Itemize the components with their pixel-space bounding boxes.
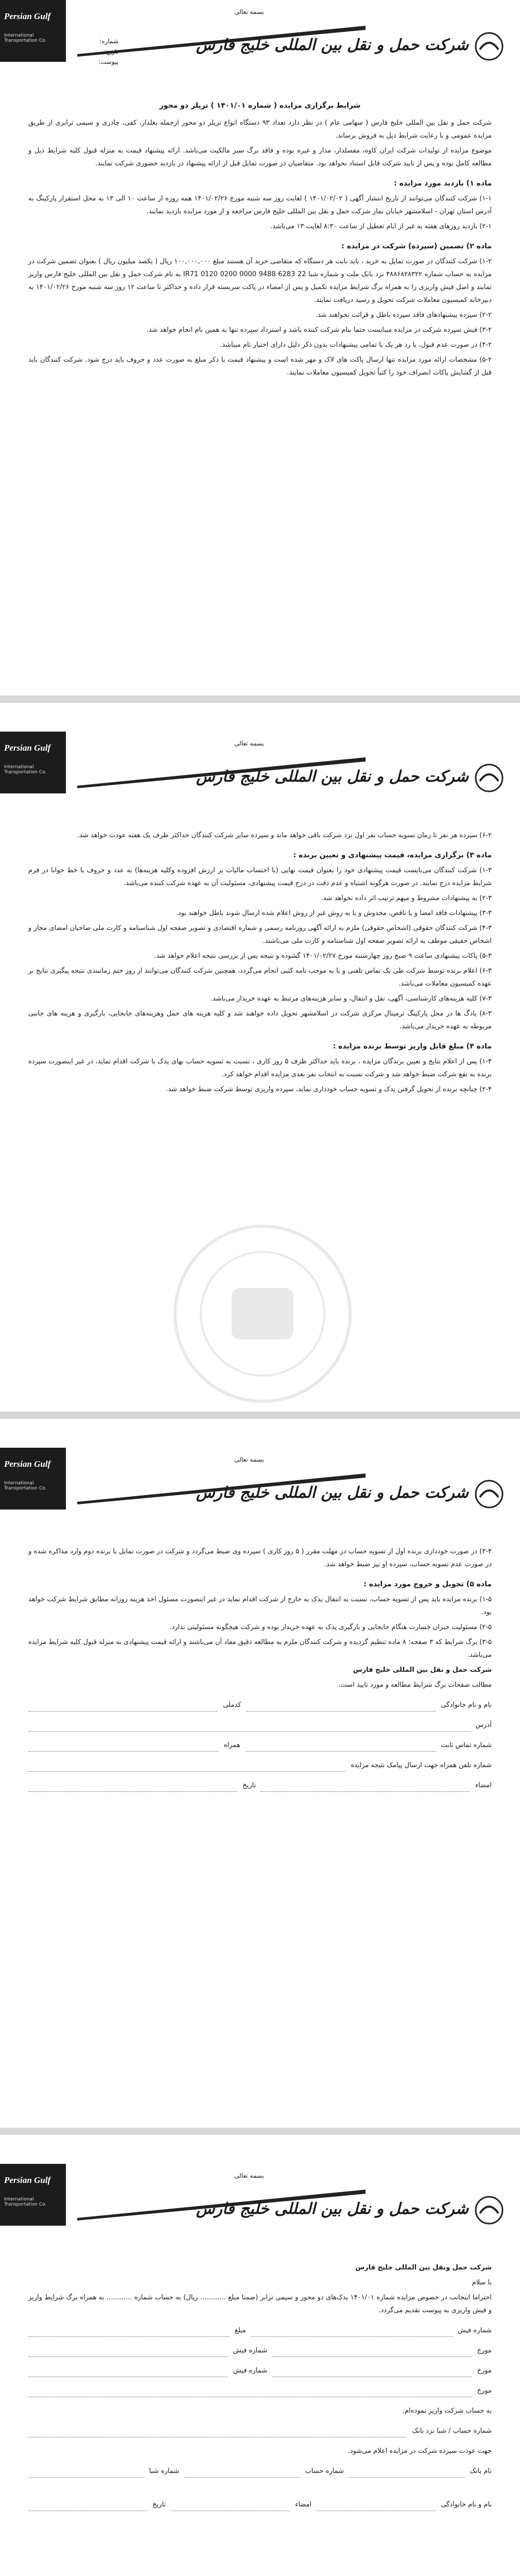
clause: ۱-۴) پس از اعلام نتایج و تعیین برندگان مزایده ، برنده باید حداکثر ظرف ۵ روز کاری ، نسبت به تسویه حساب بهای یدک با شرکت اقدام نماید، در غیر اینصورت سپرده برنده به نفع شرکت ضبط خواهد شد و شرکت نسبت به انتخاب نفر بعدی مزایده اقدام خواهد کرد. <box>28 1058 492 1078</box>
page-3-body <box>28 1543 492 1799</box>
page-header <box>0 2164 520 2254</box>
bismillah: بسمه تعالی <box>234 8 264 15</box>
field-label: همراه <box>223 1741 240 1749</box>
company-emblem-icon <box>474 1479 505 1510</box>
logo <box>0 1448 66 1510</box>
clause: ۳-۴) در صورت خودداری برنده اول از تسویه حساب در مهلت مقرر ( ۵ روز کاری ) سپرده وی ضبط می‌گردد و شرکت در صورت تمایل با برنده دوم وارد مذاکره شده و در صورت عدم تسویه حساب، سپرده او نیز ضبط خواهد شد. <box>28 1548 492 1568</box>
logo-subtitle: International Transportation Co. <box>4 1481 47 1491</box>
field-label: شماره تلفن همراه جهت ارسال پیامک نتیجه مزایده <box>351 1761 492 1769</box>
page-separator <box>0 2128 520 2135</box>
clause: ۳-۲) فیش سپرده شرکت در مزایده میبایست حتما بنام شرکت کننده باشد و استرداد سپرده تنها به همین نام انجام خواهد شد. <box>146 326 492 334</box>
clause: ۲-۳) به پیشنهادات مشروط و مبهم ترتیب اثر داده نخواهد شد. <box>321 894 492 902</box>
document-page-1 <box>0 0 520 696</box>
page-4-body <box>28 2259 492 2518</box>
page-separator <box>0 1412 520 1419</box>
company-emblem-icon <box>474 2195 505 2226</box>
logo-text: Persian Gulf <box>4 743 51 753</box>
field-label: نام و نام خانوادگی <box>441 2501 492 2509</box>
signature-field[interactable] <box>28 2498 492 2511</box>
watermark-logo-icon <box>170 1221 355 1406</box>
clause: ۷-۳) کلیه هزینه‌های کارشناسی، آگهی، نقل و انتقال، و سایر هزینه‌های مرتبط به عهده خریدار می‌باشد. <box>210 995 492 1003</box>
logo-subtitle: International Transportation Co. <box>4 765 47 775</box>
clause: ۳-۳) پیشنهادات فاقد امضا و یا ناقص، مخدوش و یا به روش غیر از روش اعلام شده ارسال شوند باطل خواهند بود. <box>176 909 492 917</box>
document-page-3 <box>0 1448 520 2128</box>
logo-subtitle: International Transportation Co. <box>4 2197 47 2207</box>
page-separator <box>0 696 520 703</box>
meta-number: شماره: <box>99 38 118 45</box>
section-heading: ماده ۴) مبلغ قابل واریز توسط برنده مزایده : <box>333 1042 492 1050</box>
clause: ۴-۲) در صورت عدم قبول، یا رد هر یک یا تمامی پیشنهادات بدون ذکر دلیل دارای اختیار تام میباشد. <box>219 341 492 349</box>
acknowledgement: مطالب صفحات برگ شرایط مطالعه و مورد تایید است. <box>338 1681 492 1689</box>
field-label: مورخ <box>477 2347 492 2354</box>
clause: ۵-۲) مشخصات ارائه مورد مزایده تنها ارسال پاکت های لاک و مهر شده است و پیشنهاد قیمت با ذکر مبلغ به صورت عدد و حروف باید درج شود. شرکت کنندگان باید قبل از گشایش پاکات انصراف خود را کتباً تحویل کمیسیون معاملات نمایند. <box>28 356 492 377</box>
field-label: مبلغ <box>234 2327 246 2334</box>
meta-attachment: پیوست: <box>98 58 118 65</box>
bank-field[interactable] <box>28 2465 492 2478</box>
clause: ۵-۳) پاکات پیشنهادی ساعت ۹ صبح روز چهارشنبه مورخ ۱۴۰۱/۰۲/۲۷ گشوده و نتیجه پس از بررسی نتیجه اعلام خواهد شد. <box>154 952 492 960</box>
field-label: شماره فیش <box>233 2347 267 2354</box>
clause: ۱-۵) برنده مزایده باید پس از تسویه حساب، نسبت به انتقال یدک به خارج از شرکت اقدام نماید در غیر اینصورت مسئول اخذ هزینه روزانه مطابق شرایط شرکت خواهد بود. <box>28 1596 492 1616</box>
logo <box>0 0 66 62</box>
bismillah: بسمه تعالی <box>234 1456 264 1463</box>
company-emblem-icon <box>474 31 505 62</box>
signature-field[interactable] <box>28 1779 492 1792</box>
field-label: امضاء <box>295 2501 312 2509</box>
field-label: مورخ <box>477 2367 492 2375</box>
bismillah: بسمه تعالی <box>234 2172 264 2179</box>
clause: ۶-۲) سپرده هر نفر تا زمان تسویه حساب نفر اول نزد شرکت باقی خواهد ماند و سپرده سایر شرکت کنندگان حداکثر ظرف یک هفته عودت خواهد شد. <box>77 832 492 839</box>
logo-text: Persian Gulf <box>4 11 51 21</box>
receipt-field[interactable] <box>28 2344 492 2357</box>
clause: ۱-۳) شرکت کنندگان می‌بایست قیمت پیشنهادی خود را بعنوان قیمت نهایی (با احتساب مالیات بر ارزش افزوده وکلیه هزینه‌ها) به عدد و حروف با خط خوانا در فرم شرایط مزایده درج نمایند. در صورت هرگونه اشتباه و عدم دقت در درج قیمت پیشنهادی، مسئولیت آن به عهده شرکت کننده می‌باشد. <box>28 867 492 887</box>
logo-text: Persian Gulf <box>4 1459 51 1469</box>
field-label: شماره حساب <box>305 2467 344 2475</box>
field-label: امضاء <box>475 1782 492 1789</box>
receipt-field[interactable] <box>28 2324 492 2337</box>
field-label: شماره تماس ثابت <box>441 1741 492 1749</box>
letter-meta <box>77 36 118 67</box>
intro-paragraph-2: موضوع مزایده از تولیدات شرکت ایران کاوه، مفصلدار، مدار و غیره بوده و فاقد برگ سبز مالکیت می‌باشد. ارائه پیشنهاد قیمت به منزله قبول کلیه شرایط ذیل و مطالعه کامل بوده و پس از تایید شرکت قابل استناد نخواهد بود. متقاضیان در صورت تمایل قبل از ارائه پیشنهاد در بازدید حضوری شرکت نمایند. <box>28 147 492 167</box>
section-heading: ماده ۳) برگزاری مزایده، قیمت پیشنهادی و تعیین برنده : <box>293 851 492 859</box>
page-header <box>0 732 520 822</box>
company-name: شرکت حمل و نقل بین المللی خلیج فارس <box>196 2200 469 2218</box>
company-name: شرکت حمل و نقل بین المللی خلیج فارس <box>196 36 469 54</box>
signature-company: شرکت حمل و نقل بین المللی خلیج فارس <box>353 1666 492 1674</box>
field-label: شماره فیش <box>233 2367 267 2375</box>
section-heading: ماده ۲) تضمین (سپرده) شرکت در مزایده : <box>341 242 492 250</box>
clause: ۴-۳) شرکت کنندگان حقوقی (اشخاص حقوقی) ملزم به ارائه آگهی روزنامه رسمی و شماره اقتصادی و تصویر صفحه اول شناسنامه و کارت ملی صاحبان امضای مجاز و اشخاص حقیقی موظف به ارائه تصویر صفحه اول شناسنامه و کارت ملی می‌باشند. <box>28 924 492 945</box>
section-heading: ماده ۱) بازدید مورد مزایده : <box>394 179 492 188</box>
clause: ۸-۳) یادگ ها در محل پارکینگ ترمینال مرکزی شرکت در اسلامشهر تحویل داده خواهند شد و کلیه هزینه های حمل وهزینه‌های جابجایی، بارگیری و هزینه های جانبی مربوطه به عهده خریدار می‌باشد. <box>28 1010 492 1030</box>
field-label: آدرس <box>475 1721 492 1729</box>
field-label: نام و نام خانوادگی <box>441 1701 492 1709</box>
page-header <box>0 0 520 90</box>
intro-paragraph: شرکت حمل و نقل بین المللی خلیج فارس ( سهامی عام ) در نظر دارد تعداد ۹۳ دستگاه انواع تریلر دو محور ازجمله بغلدار، کفی، چادری و سیمی ترابری از طریق مزایده عمومی و با رعایت شرایط ذیل به فروش برساند. <box>28 119 492 140</box>
address-field[interactable] <box>28 1719 492 1732</box>
clause: ۲-۵) مسئولیت جبران خسارت هنگام جابجایی و بارگیری یدک به عهده خریدار بوده و شرکت هیچگونه مسئولیتی ندارد. <box>169 1623 492 1631</box>
letter-greeting: با سلام <box>472 2279 492 2286</box>
field-label: شماره فیش <box>457 2327 492 2334</box>
letter-recipient: شرکت حمل ونقل بین المللی خلیج فارس <box>355 2264 492 2272</box>
company-name: شرکت حمل و نقل بین المللی خلیج فارس <box>196 1484 469 1502</box>
clause: ۱-۱) شرکت کنندگان می‌توانند از تاریخ انتشار آگهی ( ۱۴۰۱/۰۲/۰۲ ) لغایت روز سه شنبه مورخ ۱۴۰۱/۰۲/۲۶ همه روزه از ساعت ۱۰ الی ۱۳ به محل استقرار پارکینگ به آدرس استان تهران - اسلامشهر خیابان نماز شرکت حمل و نقل بین المللی خلیج فارس مراجعه و از مورد مزایده بازدید نمایند. <box>28 195 492 215</box>
account-field[interactable] <box>28 2425 492 2437</box>
clause: ۶-۳) اعلام برنده توسط شرکت طی یک تماس تلفنی و یا به موجب نامه کتبی انجام می‌گردد، همچنین شرکت کنندگان می‌توانند از روز ختم زمانبندی نتیجه پیگیری نتایج بر عهده کمیسیون معاملات می‌باشد. <box>28 967 492 988</box>
name-field[interactable] <box>28 1699 492 1711</box>
meta-date: تاریخ: <box>104 48 118 55</box>
field-label: تاریخ <box>242 1782 256 1789</box>
letter-body: احتراما اینجانب در خصوص مزایده شماره ۱۴۰۱/۰۱ یدک‌های دو محور و سیمی ترابر (ضمنا مبلغ ............ ریال) به حساب شماره ............ به همراه برگ شرایط واریز و فیش واریزی به پیوست تقدیم می‌گردد. <box>28 2294 492 2314</box>
document-title: شرایط برگزاری مزایده ( شماره ۱۴۰۱/۰۱ ) تریلر دو محور <box>159 101 361 110</box>
field-label: نام بانک <box>470 2467 492 2475</box>
logo <box>0 732 66 793</box>
clause: ۱-۲) شرکت کنندگان در صورت تمایل به خرید ، باید بابت هر دستگاه که متقاضی خرید آن هستند مبلغ ۱۰۰,۰۰۰,۰۰۰ ریال ( یکصد میلیون ریال ) بعنوان تضمین شرکت در مزایده به حساب شماره ۴۸۸۶۸۲۸۳۲۲ نزد بانک ملت و شماره شبا IR71 0120 0200 0000 9488 6283 22 به نام شرکت حمل و نقل بین المللی خلیج فارس واریز نمایند و اصل فیش واریزی را به همراه برگ شرایط مزایده تکمیل و پس از امضاء در پاکت سربسته قرار داده و حداکثر تا ساعت ۱۲ روز سه شنبه مورخ ۱۴۰۱/۰۲/۲۶ به دبیرخانه کمیسیون معاملات شرکت تحویل و رسید دریافت نمایند. <box>28 258 492 304</box>
field-label: کدملی <box>223 1701 241 1709</box>
receipt-field[interactable] <box>28 2364 492 2377</box>
company-name: شرکت حمل و نقل بین المللی خلیج فارس <box>196 768 469 786</box>
company-emblem-icon <box>474 762 505 793</box>
logo-text: Persian Gulf <box>4 2175 51 2185</box>
clause: ۲-۲) سپرده پیشنهادهای فاقد سپرده باطل و قرائت نخواهند شد. <box>315 311 492 319</box>
refund-text: به حساب شرکت واریز نموده‌ام. <box>402 2407 492 2415</box>
logo-subtitle: International Transportation Co. <box>4 33 47 43</box>
clause: ۲-۱) بازدید روزهای هفته به غیر از ایام تعطیل از ساعت ۸:۳۰ لغایت ۱۳ می‌باشد. <box>270 223 492 230</box>
section-heading: ماده ۵) تحویل و خروج مورد مزایده : <box>363 1580 492 1588</box>
notice-text: جهت عودت سپرده شرکت در مزایده اعلام می‌شود. <box>348 2447 492 2455</box>
receipt-field[interactable] <box>28 2384 492 2397</box>
field-label: تاریخ <box>152 2501 166 2509</box>
document-page-4 <box>0 2164 520 2576</box>
page-2-body <box>28 827 492 1098</box>
field-label: شماره شبا <box>149 2467 179 2475</box>
bismillah: بسمه تعالی <box>234 740 264 747</box>
field-label: شماره حساب / شبا نزد بانک <box>412 2427 492 2435</box>
phone-field[interactable] <box>28 1739 492 1752</box>
clause: ۲-۴) چنانچه برنده از تحویل گرفتن یدک و تسویه حساب خودداری نماید، سپرده واریزی توسط شرکت ضبط خواهد شد. <box>166 1086 492 1093</box>
page-1-body <box>28 95 492 381</box>
clause: ۳-۵) برگ شرایط که ۳ صفحه؛ ۸ ماده تنظیم گردیده و شرکت کنندگان ملزم به مطالعه دقیق مفاد آن می‌باشند و ارائه قیمت پیشنهادی به منزله قبول کلیه شرایط مزایده می‌باشد. <box>28 1638 492 1659</box>
field-label: مورخ <box>477 2387 492 2395</box>
sms-phone-field[interactable] <box>28 1759 492 1772</box>
logo <box>0 2164 66 2226</box>
page-header <box>0 1448 520 1538</box>
